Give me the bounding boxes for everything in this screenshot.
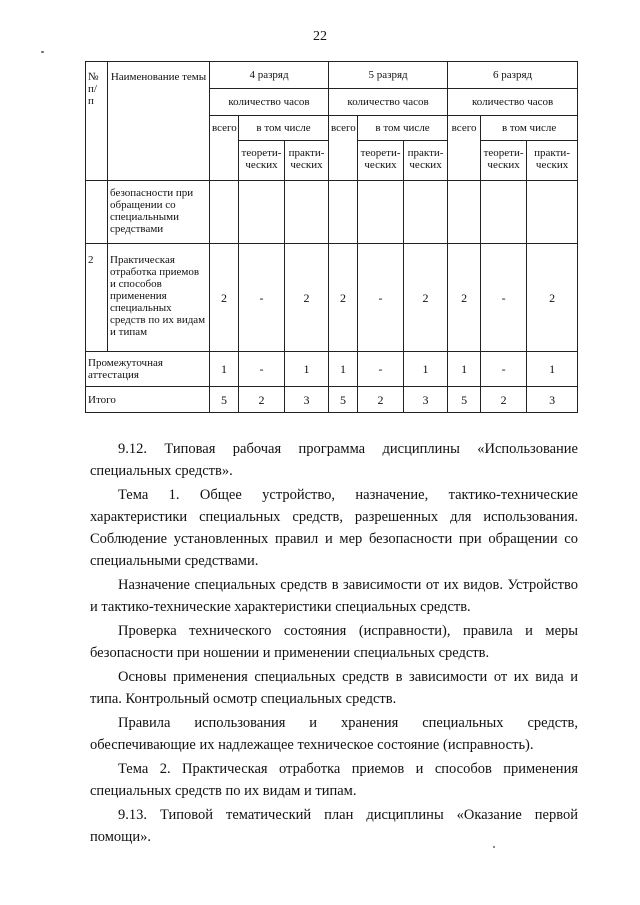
- grade-header: 4 разряд: [210, 62, 329, 89]
- paragraph: Основы применения специальных средств в зависимости от их вида и типа. Контрольный осмотр специальных средств.: [90, 669, 578, 707]
- hours-cell: 5: [329, 387, 358, 413]
- practice-header: практи-ческих: [527, 141, 578, 181]
- theory-header: теорети-ческих: [239, 141, 285, 181]
- hours-cell: 2: [329, 244, 358, 352]
- hours-cell: -: [239, 244, 285, 352]
- hours-cell: 2: [210, 244, 239, 352]
- grade-header: 5 разряд: [329, 62, 448, 89]
- table-row: [86, 244, 578, 352]
- hours-cell: 2: [527, 244, 578, 352]
- table-row: [86, 181, 578, 244]
- hours-cell: -: [358, 352, 404, 387]
- practice-header: практи-ческих: [404, 141, 448, 181]
- hours-cell: -: [481, 244, 527, 352]
- hours-header: количество часов: [329, 89, 448, 116]
- thematic-plan-table: [85, 61, 578, 413]
- hours-cell: 2: [448, 244, 481, 352]
- hours-cell: 2: [404, 244, 448, 352]
- paragraph: 9.12. Типовая рабочая программа дисциплины «Использование специальных средств».: [90, 441, 578, 479]
- scan-speck: [41, 51, 44, 53]
- hours-cell: 1: [329, 352, 358, 387]
- row-topic: Практическая отработка приемов и способов применения специальных средств по их видам и типам: [108, 244, 210, 352]
- hours-cell: 3: [527, 387, 578, 413]
- hours-cell: 2: [239, 387, 285, 413]
- practice-header: практи-ческих: [285, 141, 329, 181]
- hours-cell: -: [239, 352, 285, 387]
- hours-cell: 1: [210, 352, 239, 387]
- page-number: 22: [313, 29, 327, 44]
- hours-header: количество часов: [448, 89, 578, 116]
- theory-header: теорети-ческих: [481, 141, 527, 181]
- hours-cell: -: [481, 352, 527, 387]
- hours-cell: [358, 181, 404, 244]
- theory-header: теорети-ческих: [358, 141, 404, 181]
- paragraph: Правила использования и хранения специальных средств, обеспечивающие их надлежащее техническое состояние (исправность).: [90, 715, 578, 753]
- hours-cell: [210, 181, 239, 244]
- hours-cell: 5: [210, 387, 239, 413]
- hours-cell: 1: [448, 352, 481, 387]
- hours-cell: [481, 181, 527, 244]
- row-topic: Итого: [86, 387, 210, 413]
- total-header: всего: [210, 116, 239, 181]
- paragraph: Тема 2. Практическая отработка приемов и способов применения специальных средств по их видам и типам.: [90, 761, 578, 799]
- hours-cell: 3: [404, 387, 448, 413]
- hours-cell: [239, 181, 285, 244]
- col-header-name: Наименование темы: [108, 62, 210, 181]
- hours-cell: -: [358, 244, 404, 352]
- hours-cell: [329, 181, 358, 244]
- hours-cell: [404, 181, 448, 244]
- row-num: [86, 181, 108, 244]
- including-header: в том числе: [481, 116, 578, 141]
- table-row: [86, 387, 578, 413]
- hours-cell: 2: [358, 387, 404, 413]
- paragraph: Назначение специальных средств в зависимости от их видов. Устройство и тактико-технические характеристики специальных средств.: [90, 577, 578, 615]
- row-topic: Промежуточная аттестация: [86, 352, 210, 387]
- including-header: в том числе: [358, 116, 448, 141]
- hours-cell: [448, 181, 481, 244]
- paragraph: 9.13. Типовой тематический план дисциплины «Оказание первой помощи».: [90, 807, 578, 845]
- hours-cell: [285, 181, 329, 244]
- including-header: в том числе: [239, 116, 329, 141]
- hours-header: количество часов: [210, 89, 329, 116]
- grade-header: 6 разряд: [448, 62, 578, 89]
- hours-cell: 2: [285, 244, 329, 352]
- hours-cell: 5: [448, 387, 481, 413]
- col-header-num: № п/ п: [86, 62, 108, 181]
- total-header: всего: [448, 116, 481, 181]
- total-header: всего: [329, 116, 358, 181]
- body-text: [90, 438, 578, 850]
- paragraph: Проверка технического состояния (исправности), правила и меры безопасности при ношении и применении специальных средств.: [90, 623, 578, 661]
- paragraph: Тема 1. Общее устройство, назначение, тактико-технические характеристики специальных средств, разрешенных для использования. Соблюдение установленных правил и мер безопасности при обращении со специальными средствами.: [90, 487, 578, 569]
- table-row: [86, 352, 578, 387]
- row-num: 2: [86, 244, 108, 352]
- hours-cell: [527, 181, 578, 244]
- row-topic: безопасности при обращении со специальными средствами: [108, 181, 210, 244]
- hours-cell: 1: [404, 352, 448, 387]
- hours-cell: 1: [527, 352, 578, 387]
- hours-cell: 1: [285, 352, 329, 387]
- hours-cell: 2: [481, 387, 527, 413]
- hours-cell: 3: [285, 387, 329, 413]
